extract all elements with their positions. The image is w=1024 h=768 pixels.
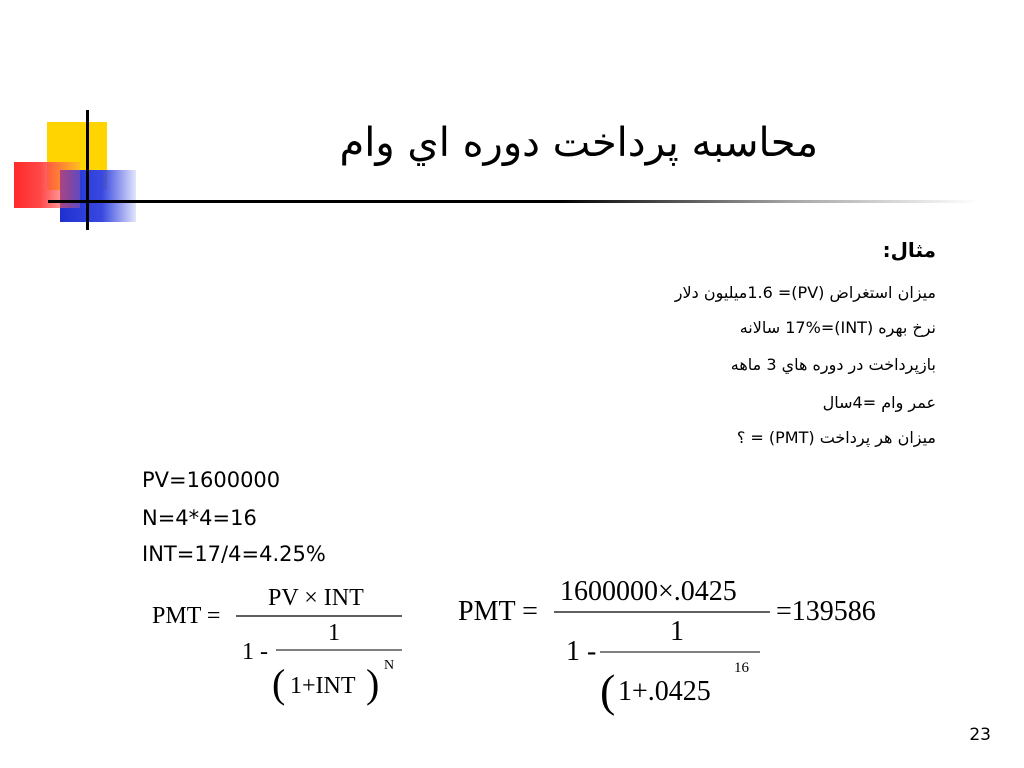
loan-term-line: عمر وام =4سال [822,393,936,412]
left-paren: ( [600,665,616,716]
base-expression: 1+.0425 [618,676,711,707]
base-expression: 1+INT [290,673,356,699]
example-label: مثال: [882,238,936,262]
right-paren: ) [366,661,380,706]
formula-numerator: 1600000×.0425 [560,576,737,607]
int-value: INT=17/4=4.25% [142,542,326,566]
pmt-general-formula [140,575,420,715]
one-minus: 1 - [566,636,597,667]
formula-lhs: PMT = [152,603,221,629]
title-underline [48,200,978,203]
payment-question-line: ميزان هر پرداخت (PMT) = ؟ [736,428,936,447]
left-paren: ( [272,661,286,706]
page-number: 23 [969,725,991,745]
exponent: 16 [734,660,749,676]
exponent: N [384,658,395,673]
repayment-period-line: بازپرداخت در دوره هاي 3 ماهه [730,355,936,374]
slide-title: محاسبه پرداخت دوره اي وام [339,120,818,166]
formula-lhs: PMT = [458,596,538,627]
logo-vertical-line [86,110,89,230]
pv-value: PV=1600000 [142,468,281,492]
formula-numerator: PV × INT [268,585,364,611]
loan-amount-line: ميزان استغراض (PV)= 1.6ميليون دلار [674,283,936,302]
inner-one: 1 [670,616,684,647]
pmt-numeric-formula [450,568,910,718]
one-minus: 1 - [242,639,268,665]
interest-rate-line: نرخ بهره (INT)=17% سالانه [739,318,936,337]
n-value: N=4*4=16 [142,506,257,530]
result: =139586 [776,596,876,627]
inner-one: 1 [328,620,340,646]
